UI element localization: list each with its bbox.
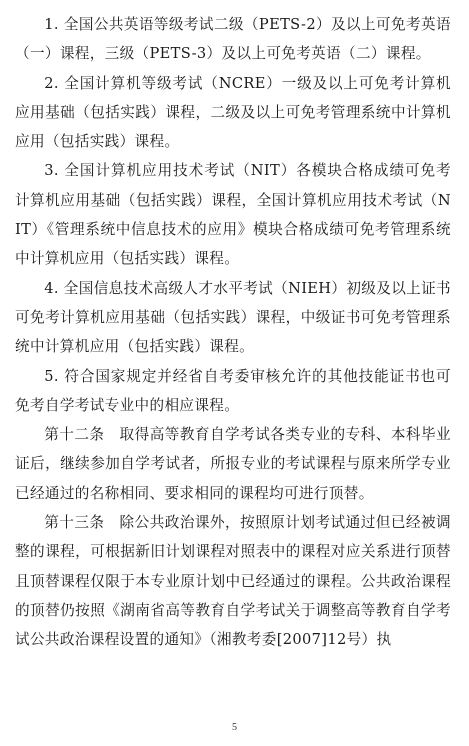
article-12-paragraph: 第十二条 取得高等教育自学考试各类专业的专科、本科毕业证后，继续参加自学考试者，所报专业的考试课程与原来所学专业已经通过的名称相同、要求相同的课程均可进行顶替。 xyxy=(15,426,451,502)
paragraph-item-1: 1. 全国公共英语等级考试二级（PETS-2）及以上可免考英语（一）课程，三级（PETS-3）及以上可免考英语（二）课程。 xyxy=(15,16,451,63)
page-number: 5 xyxy=(232,722,237,733)
article-13-paragraph: 第十三条 除公共政治课外，按照原计划考试通过但已经被调整的课程，可根据新旧计划课程对照表中的课程对应关系进行顶替且顶替课程仅限于本专业原计划中已经通过的课程。公共政治课程的顶替仍按照《湖南省高等教育自学考试关于调整高等教育自学考试公共政治课程设置的通知》（湘教考委[2007]12号）执 xyxy=(15,514,451,649)
paragraph-item-3: 3. 全国计算机应用技术考试（NIT）各模块合格成绩可免考计算机应用基础（包括实践）课程，全国计算机应用技术考试（NIT）《管理系统中信息技术的应用》模块合格成绩可免考管理系统中计算机应用（包括实践）课程。 xyxy=(15,162,451,268)
paragraph-item-2: 2. 全国计算机等级考试（NCRE）一级及以上可免考计算机应用基础（包括实践）课程，二级及以上可免考管理系统中计算机应用（包括实践）课程。 xyxy=(15,74,451,151)
paragraph-item-4: 4. 全国信息技术高级人才水平考试（NIEH）初级及以上证书可免考计算机应用基础（包括实践）课程，中级证书可免考管理系统中计算机应用（包括实践）课程。 xyxy=(15,279,451,356)
document-body xyxy=(15,10,451,655)
paragraph-item-5: 5. 符合国家规定并经省自考委审核允许的其他技能证书也可免考自学考试专业中的相应课程。 xyxy=(15,367,451,414)
